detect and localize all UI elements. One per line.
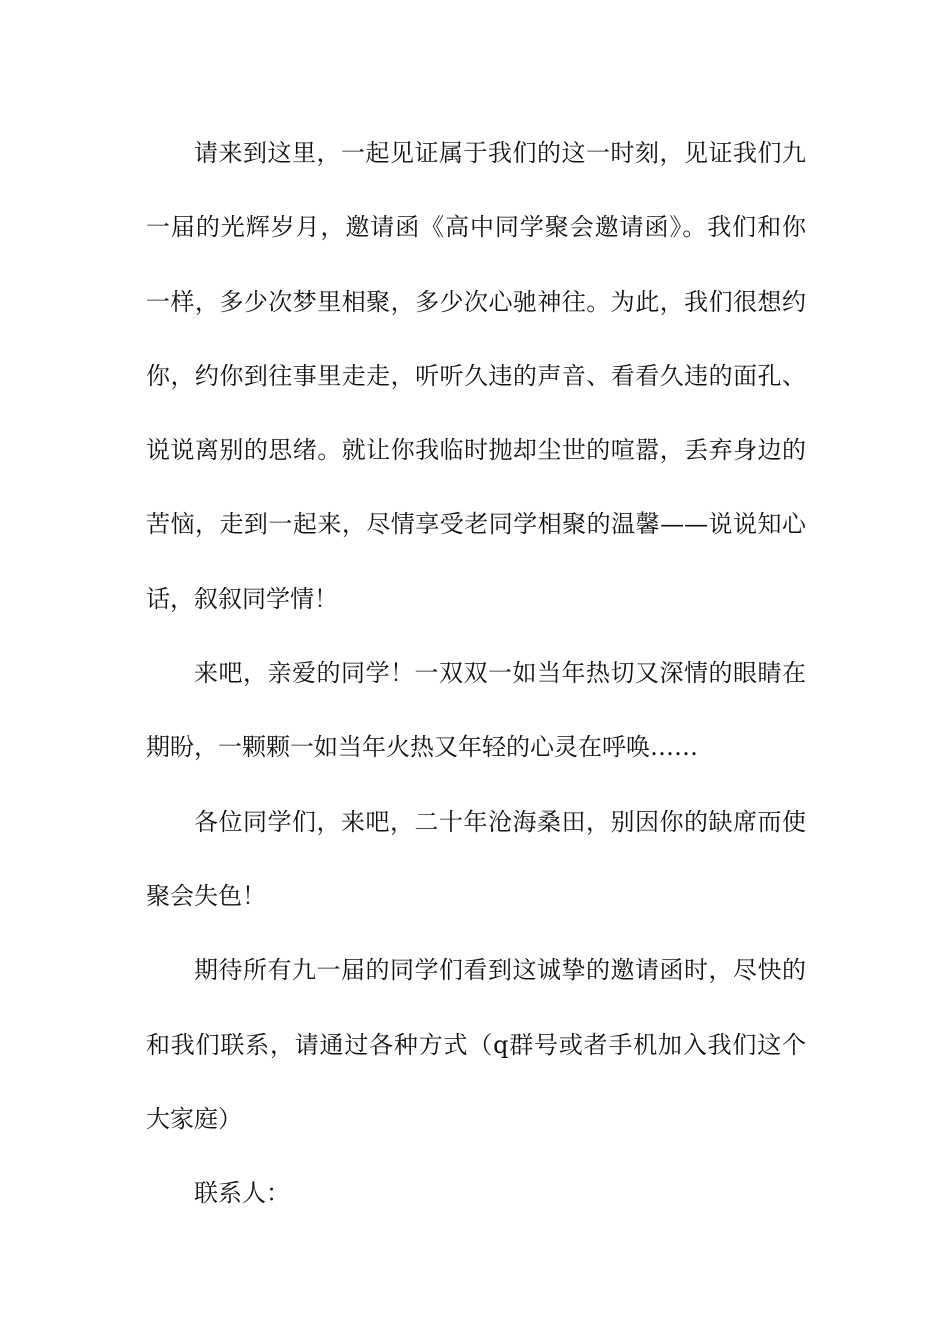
text-line: 苦恼，走到一起来，尽情享受老同学相聚的温馨——说说知心 <box>146 510 806 539</box>
text-line: 一样，多少次梦里相聚，多少次心驰神往。为此，我们很想约 <box>146 287 806 316</box>
paragraph-come-classmates <box>146 636 806 785</box>
paragraph-contact-person <box>146 1156 806 1230</box>
text-line: 请来到这里，一起见证属于我们的这一时刻，见证我们九 <box>194 139 806 167</box>
text-line: 来吧，亲爱的同学！一双双一如当年热切又深情的眼睛在 <box>194 659 806 688</box>
text-line: 说说离别的思绪。就让你我临时抛却尘世的喧嚣，丢弃身边的 <box>146 436 806 465</box>
text-line: 一届的光辉岁月，邀请函《高中同学聚会邀请函》。我们和你 <box>146 213 806 242</box>
document-body <box>146 116 806 1230</box>
paragraph-twenty-years <box>146 785 806 934</box>
text-line: 期待所有九一届的同学们看到这诚挚的邀请函时，尽快的 <box>194 956 806 985</box>
text-line: 你，约你到往事里走走，听听久违的声音、看看久违的面孔、 <box>146 361 806 390</box>
paragraph-contact-request <box>146 933 806 1156</box>
text-line: 和我们联系，请通过各种方式（q群号或者手机加入我们这个 <box>146 1030 806 1059</box>
contact-person-label: 联系人： <box>194 1179 290 1208</box>
text-line: 话，叙叙同学情！ <box>146 584 338 613</box>
text-line: 大家庭） <box>146 1104 242 1133</box>
text-line: 期盼，一颗颗一如当年火热又年轻的心灵在呼唤…… <box>146 733 698 762</box>
text-line: 各位同学们，来吧，二十年沧海桑田，别因你的缺席而使 <box>194 807 806 836</box>
text-line: 聚会失色！ <box>146 881 266 910</box>
paragraph-invitation-intro <box>146 116 806 636</box>
